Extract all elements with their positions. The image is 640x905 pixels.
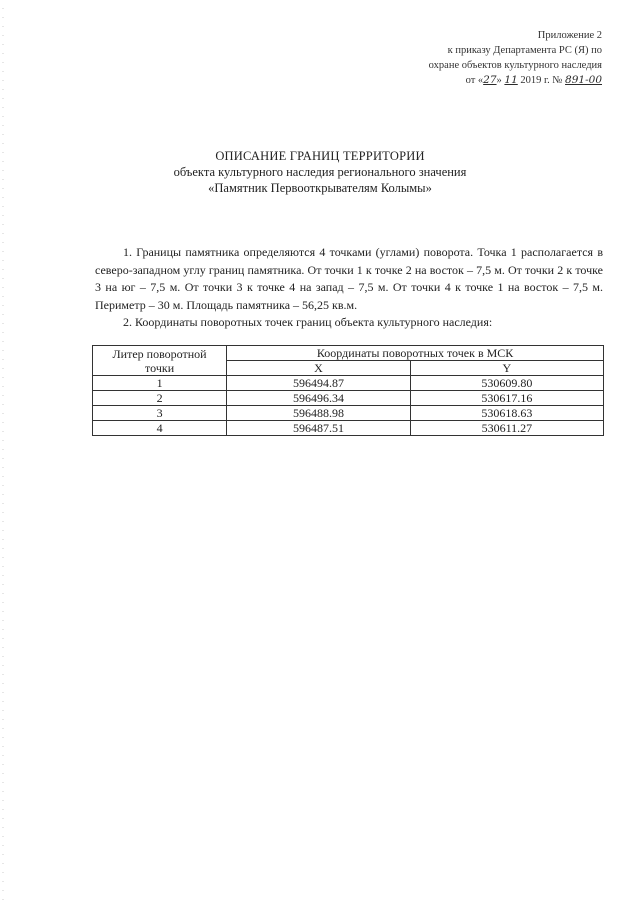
paragraph-boundaries: 1. Границы памятника определяются 4 точками (углами) поворота. Точка 1 располагается в северо-западном углу границ памятника. От точки 1 к точке 2 на восток – 7,5 м. От точки 2 к точке 3 на юг – 7,5 м. От точки 3 к точке 4 на запад – 7,5 м. От точки 4 к точке 1 на восток – 7,5 м. Периметр – 30 м. Площадь памятника – 56,25 кв.м. xyxy=(95,245,603,312)
cell-x: 596488.98 xyxy=(227,406,411,421)
cell-liter: 4 xyxy=(93,421,227,436)
header-coords: Координаты поворотных точек в МСК xyxy=(227,346,604,361)
order-number: 891-00 xyxy=(565,74,602,86)
document-body xyxy=(95,244,603,332)
cell-liter: 1 xyxy=(93,376,227,391)
date-mid: » xyxy=(496,75,502,86)
cell-x: 596496.34 xyxy=(227,391,411,406)
document-title: ОПИСАНИЕ ГРАНИЦ ТЕРРИТОРИИ xyxy=(215,149,425,163)
appendix-header xyxy=(402,28,602,88)
table-row xyxy=(93,421,604,436)
appendix-date-line xyxy=(402,73,602,88)
table-row xyxy=(93,376,604,391)
date-month: 11 xyxy=(504,74,518,86)
appendix-order-ref: к приказу Департамента РС (Я) по xyxy=(447,45,602,56)
date-year: 2019 г. № xyxy=(520,75,563,86)
cell-x: 596494.87 xyxy=(227,376,411,391)
header-y: Y xyxy=(410,361,603,376)
paragraph-coordinates-intro: 2. Координаты поворотных точек границ объекта культурного наследия: xyxy=(123,315,493,329)
cell-y: 530611.27 xyxy=(410,421,603,436)
header-x: X xyxy=(227,361,411,376)
cell-liter: 2 xyxy=(93,391,227,406)
document-subtitle: объекта культурного наследия регионального значения xyxy=(173,165,467,179)
table-row xyxy=(93,391,604,406)
document-title-block xyxy=(0,148,640,196)
appendix-department: охране объектов культурного наследия xyxy=(428,60,602,71)
cell-x: 596487.51 xyxy=(227,421,411,436)
cell-liter: 3 xyxy=(93,406,227,421)
table-header-row xyxy=(93,346,604,361)
cell-y: 530618.63 xyxy=(410,406,603,421)
cell-y: 530609.80 xyxy=(410,376,603,391)
date-day: 27 xyxy=(483,74,497,86)
table-row xyxy=(93,406,604,421)
cell-y: 530617.16 xyxy=(410,391,603,406)
appendix-label: Приложение 2 xyxy=(537,30,602,41)
monument-name: «Памятник Первооткрывателям Колымы» xyxy=(208,181,432,195)
coordinates-table xyxy=(92,345,604,436)
scan-margin-artifact xyxy=(2,0,4,905)
date-prefix: от « xyxy=(465,75,484,86)
header-liter: Литер поворотной точки xyxy=(93,346,227,376)
